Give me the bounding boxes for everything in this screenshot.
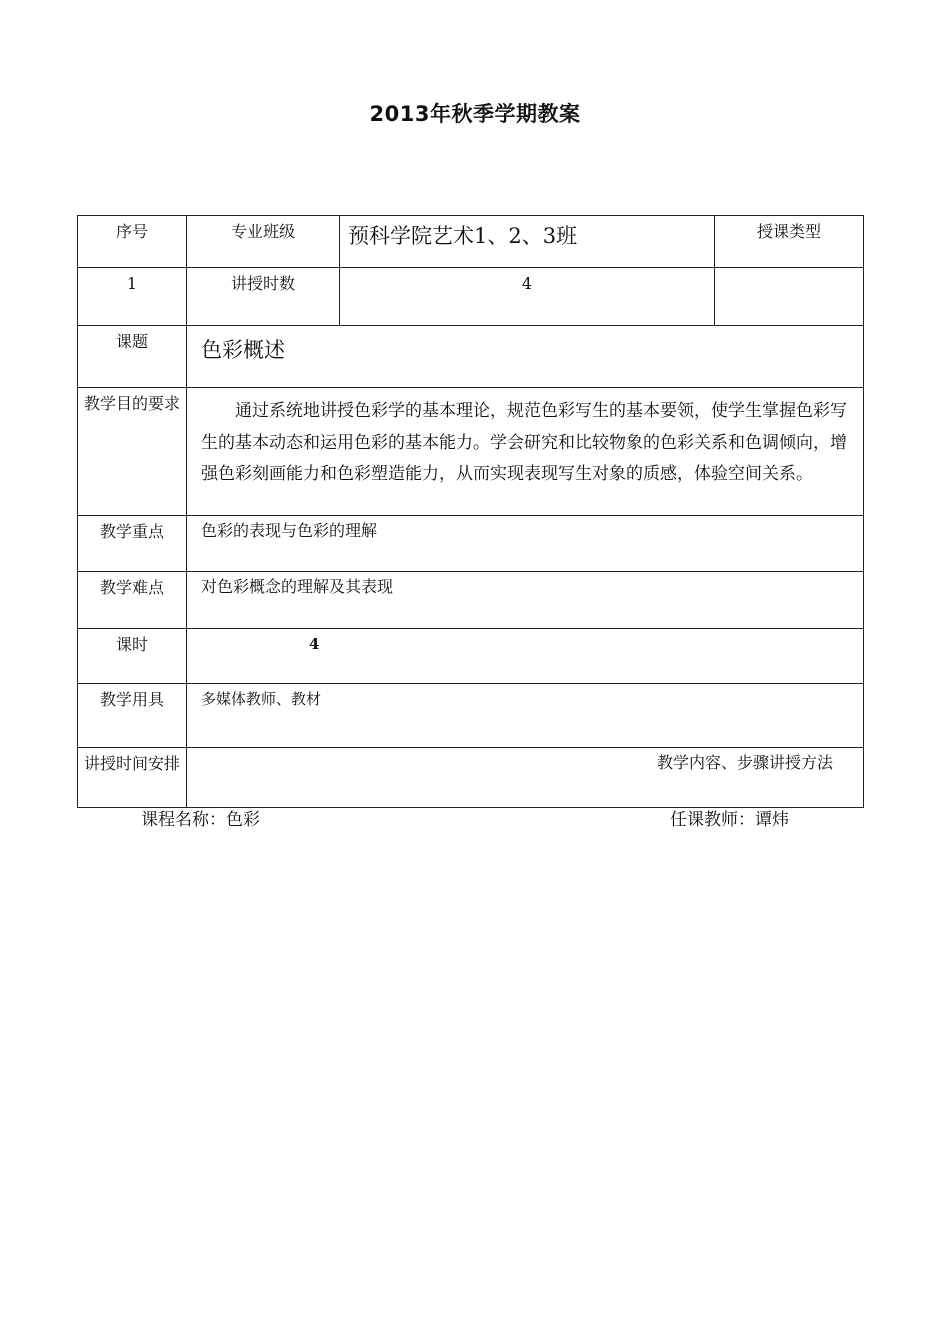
topic-label: 课题: [78, 326, 187, 388]
key-label: 教学重点: [78, 516, 187, 572]
table-row: [78, 748, 864, 808]
table-row: [78, 629, 864, 684]
course-name: 课程名称：色彩: [141, 810, 260, 830]
period-value: 4: [187, 629, 864, 684]
table-row: [78, 516, 864, 572]
schedule-label: 讲授时间安排: [78, 748, 187, 808]
goal-value: 通过系统地讲授色彩学的基本理论，规范色彩写生的基本要领，使学生掌握色彩写生的基本动态和运用色彩的基本能力。学会研究和比较物象的色彩关系和色调倾向，增强色彩刻画能力和色彩塑造能力，从而实现表现写生对象的质感，体验空间关系。: [187, 388, 864, 516]
table-row: [78, 326, 864, 388]
goal-label: 教学目的要求: [78, 388, 187, 516]
seq-value: 1: [78, 268, 187, 326]
seq-label: 序号: [78, 216, 187, 268]
type-label: 授课类型: [715, 216, 864, 268]
tools-value: 多媒体教师、教材: [187, 684, 864, 748]
class-label: 专业班级: [187, 216, 340, 268]
period-label: 课时: [78, 629, 187, 684]
difficulty-value: 对色彩概念的理解及其表现: [187, 572, 864, 629]
table-row: [78, 268, 864, 326]
key-value: 色彩的表现与色彩的理解: [187, 516, 864, 572]
steps-label: 教学内容、步骤讲授方法: [657, 753, 834, 772]
lesson-plan-table: [77, 215, 864, 808]
type-value: [715, 268, 864, 326]
table-row: [78, 572, 864, 629]
tools-label: 教学用具: [78, 684, 187, 748]
class-value: 预科学院艺术1、2、3班: [340, 216, 715, 268]
teacher-name: 任课教师：谭炜: [670, 810, 789, 830]
table-row: [78, 388, 864, 516]
hours-label: 讲授时数: [187, 268, 340, 326]
table-row: [78, 684, 864, 748]
topic-value: 色彩概述: [187, 326, 864, 388]
steps-cell: [187, 748, 864, 808]
hours-value: 4: [340, 268, 715, 326]
page-title: 2013年秋季学期教案: [369, 102, 581, 126]
difficulty-label: 教学难点: [78, 572, 187, 629]
table-row: [78, 216, 864, 268]
